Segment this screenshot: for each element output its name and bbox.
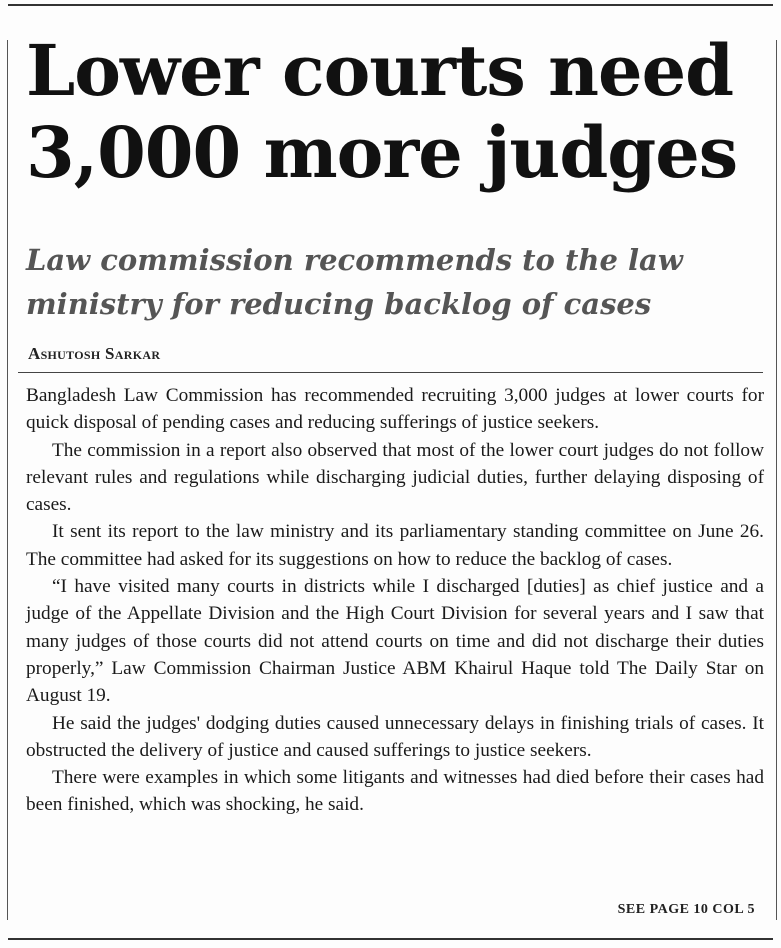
paragraph: The commission in a report also observed that most of the lower court judges do not follow relevant rules and regulations while discharging judicial duties, further delaying disposing of cases. — [26, 439, 764, 516]
paragraph: He said the judges' dodging duties caused unnecessary delays in finishing trials of cases. It obstructed the delivery of justice and caused sufferings to justice seekers. — [26, 712, 764, 761]
headline-line-1: Lower courts need — [26, 29, 734, 112]
paragraph: It sent its report to the law ministry and its parliamentary standing committee on June 26. The committee had asked for its suggestions on how to reduce the backlog of cases. — [26, 521, 764, 570]
headline-line-2: 3,000 more judges — [26, 111, 738, 194]
article-body — [26, 382, 764, 819]
byline: Ashutosh Sarkar — [28, 344, 161, 363]
left-border-rule — [7, 40, 8, 920]
paragraph: “I have visited many courts in districts while I discharged [duties] as chief justice and a judge of the Appellate Division and the High Court Division for several years and I saw that many judges of those courts did not attend courts on time and did not discharge their duties properly,” Law Commission Chairman Justice ABM Khairul Haque told The Daily Star on August 19. — [26, 576, 764, 707]
top-border-rule — [8, 4, 773, 6]
subheadline — [26, 238, 766, 326]
paragraph: There were examples in which some litigants and witnesses had died before their cases had been finished, which was shocking, he said. — [26, 767, 764, 816]
paragraph: Bangladesh Law Commission has recommended recruiting 3,000 judges at lower courts for quick disposal of pending cases and reducing sufferings of justice seekers. — [26, 385, 764, 434]
headline — [26, 30, 766, 194]
bottom-border-rule — [8, 938, 773, 940]
subheadline-line-1: Law commission recommends to the law — [26, 243, 683, 277]
subheadline-line-2: ministry for reducing backlog of cases — [26, 287, 652, 321]
byline-divider — [18, 372, 763, 373]
right-border-rule — [776, 40, 777, 920]
continued-on-page-line: SEE PAGE 10 COL 5 — [617, 902, 755, 917]
